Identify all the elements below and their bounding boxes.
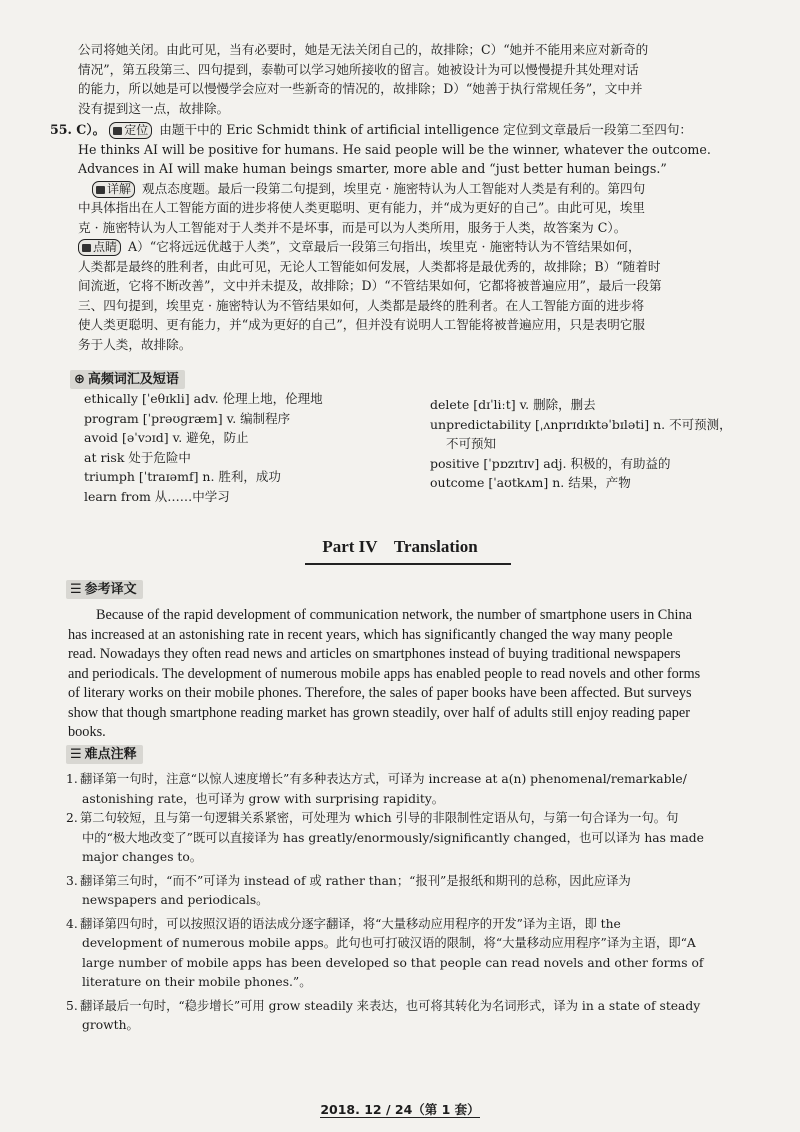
text-line: 三、四句提到，埃里克 · 施密特认为不管结果如何，人类都是最终的胜利者。在人工智能方面的进步将 (78, 297, 645, 313)
text-line: show that though smartphone reading market has grown steadily, over half of adults still enjoy reading paper (68, 704, 691, 721)
question-55-block (50, 120, 750, 354)
book-icon (113, 127, 122, 135)
text-line: 情况”，第五段第三、四句提到，泰勒可以学习她所接收的留言。她被设计为可以慢慢提升其处理对话 (78, 61, 639, 77)
vocab-item: 不可预知 (446, 436, 497, 451)
locate-text: 由题干中的 Eric Schmidt think of artificial intelligence 定位到文章最后一段第二至四句： (159, 122, 693, 137)
vocab-item: at risk 处于危险中 (84, 449, 191, 465)
text-line: books. (68, 724, 106, 740)
list-icon: ☰ (70, 582, 82, 597)
text-line: 公司将她关闭。由此可见，当有必要时，她是无法关闭自己的，故排除；C）“她并不能用来应对新奇的 (78, 42, 649, 57)
note-item: 2. 第二句较短，且与第一句逻辑关系紧密，可处理为 which 引导的非限制性定语从句，与第一句合译为一句。句 中的“极大地改变了”既可以直接译为 has greatly/enormously/significantly changed，也可以译为 has made major changes to。 (66, 811, 704, 864)
text-line: 中具体指出在人工智能方面的进步将使人类更聪明、更有能力，并“成为更好的自己”。由此可见，埃里 (78, 200, 646, 215)
notes-list (66, 770, 750, 1036)
book-icon (96, 186, 105, 194)
point-text: A）“它将远远优越于人类”，文章最后一段第三句指出，埃里克 · 施密特认为不管结果如何， (128, 239, 641, 254)
text-line: has increased at an astonishing rate in recent years, which has significantly changed the way many people (68, 626, 673, 643)
question-number: 55. C）。 (50, 122, 106, 137)
text-line: 的能力，所以她是可以慢慢学会应对一些新奇的情况的，故排除；D）“她善于执行常规任务”，文中并 (78, 81, 643, 96)
part-title: Part IV Translation (0, 537, 800, 557)
note-item: 4. 翻译第四句时，可以按照汉语的语法成分逐字翻译，将“大量移动应用程序的开发”译为主语，即 the development of numerous mobile apps。此句也可打破汉语的限制，将“大量移动应用程序”译为主语，即“A large number of mobile apps has been developed so that people can read novels and other forms of literature on their mobile phones.”。 (66, 916, 704, 989)
vocab-item: triumph [ˈtraɪəmf] n. 胜利，成功 (84, 469, 281, 484)
vocab-left-column (84, 389, 323, 506)
vocab-item: avoid [əˈvɔɪd] v. 避免，防止 (84, 430, 249, 445)
plus-circle-icon: ⊕ (74, 372, 85, 387)
title-underline (305, 563, 511, 565)
page-footer (0, 1100, 800, 1118)
top-paragraph (78, 40, 746, 118)
text-line: 间流逝，它将不断改善”，文中并未提及，故排除；D）“不管结果如何，它都将被普遍应用”，最后一段第 (78, 278, 662, 293)
text-line: of literary works on their mobile phones. Therefore, the sales of paper books have been affected. But surveys (68, 685, 692, 701)
text-line: and periodicals. The development of numerous mobile apps has enabled people to read novels and other forms (68, 665, 701, 682)
quote-line: He thinks AI will be positive for humans. He said people will be the winner, whatever the outcome. (78, 141, 711, 157)
list-icon: ☰ (70, 747, 82, 762)
text-line: Because of the rapid development of communication network, the number of smartphone users in China (96, 607, 692, 623)
vocab-item: unpredictability [ˌʌnprɪdɪktəˈbɪləti] n. 不可预测， (430, 416, 732, 432)
point-tag: 点睛 (78, 239, 121, 256)
detail-tag: 详解 (92, 181, 135, 198)
vocab-item: program [ˈprəʊɡræm] v. 编制程序 (84, 410, 291, 426)
text-line: 人类都是最终的胜利者，由此可见，无论人工智能如何发展，人类都将是最优秀的，故排除；B）“随着时 (78, 258, 661, 274)
detail-text: 观点态度题。最后一段第二句提到，埃里克 · 施密特认为人工智能对人类是有利的。第四句 (142, 180, 646, 196)
vocab-item: delete [dɪˈliːt] v. 删除，删去 (430, 397, 596, 412)
note-item: 1. 翻译第一句时，注意“以惊人速度增长”有多种表达方式，可译为 increase at a(n) phenomenal/remarkable/ astonishing rate，也可译为 grow with surprising rapidity。 (66, 772, 687, 806)
vocab-item: learn from 从……中学习 (84, 488, 230, 504)
vocab-right-column (430, 395, 732, 493)
vocab-item: positive [ˈpɒzɪtɪv] adj. 积极的，有助益的 (430, 455, 671, 471)
text-line: 务于人类，故排除。 (78, 336, 192, 352)
reference-translation (68, 606, 748, 743)
text-line: 使人类更聪明、更有能力，并“成为更好的自己”，但并没有说明人工智能将被普遍应用，只是表明它服 (78, 317, 646, 332)
reference-heading: ☰ 参考译文 (66, 580, 143, 599)
vocab-item: ethically [ˈeθɪkli] adv. 伦理上地，伦理地 (84, 391, 323, 406)
notes-heading: ☰ 难点注释 (66, 745, 143, 764)
text-line: read. Nowadays they often read news and articles on smartphones instead of buying traditional newspapers (68, 646, 681, 662)
footer-date: 2018. 12 / 24（第 1 套） (320, 1102, 480, 1117)
note-item: 5. 翻译最后一句时，“稳步增长”可用 grow steadily 来表达，也可将其转化为名词形式，译为 in a state of steady growth。 (66, 998, 701, 1032)
note-item: 3. 翻译第三句时，“而不”可译为 instead of 或 rather than；“报刊”是报纸和期刊的总称，因此应译为 newspapers and periodicals。 (66, 873, 631, 907)
text-line: 克 · 施密特认为人工智能对于人类并不是坏事，而是可以为人类所用，服务于人类，故答案为 C）。 (78, 219, 627, 235)
locate-tag: 定位 (109, 122, 152, 139)
book-icon (82, 244, 91, 252)
vocab-item: outcome [ˈaʊtkʌm] n. 结果，产物 (430, 475, 631, 490)
vocab-heading: ⊕ 高频词汇及短语 (70, 370, 185, 389)
quote-line: Advances in AI will make human beings smarter, more able and “just better human beings.” (78, 161, 667, 176)
text-line: 没有提到这一点，故排除。 (78, 100, 230, 116)
